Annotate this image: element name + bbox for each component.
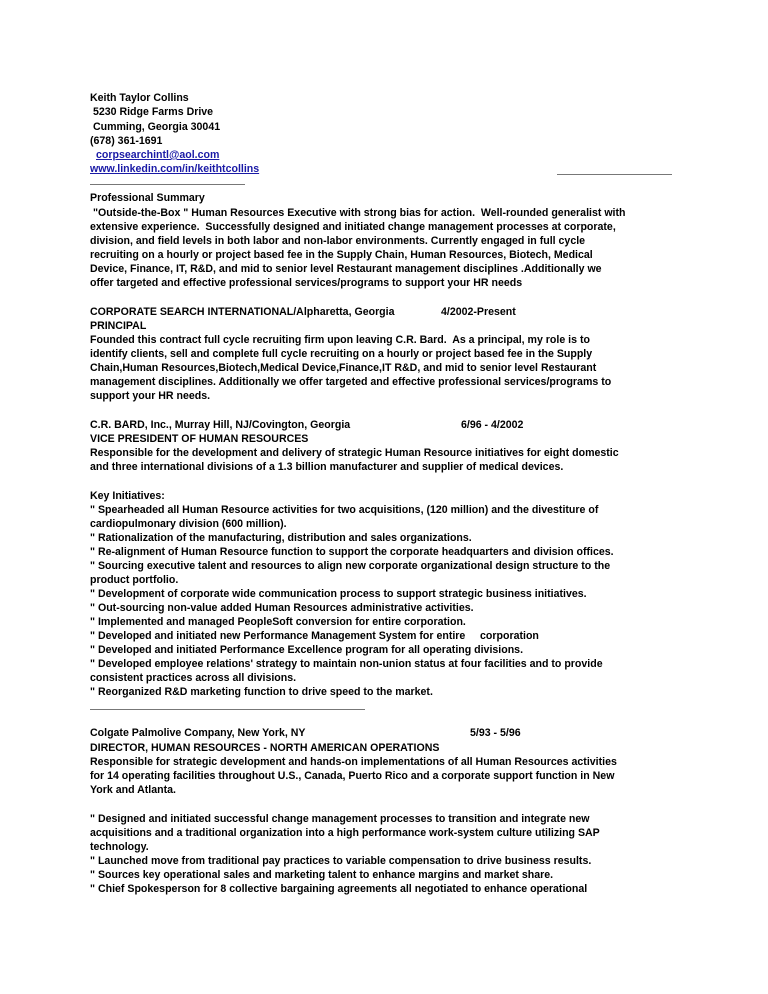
- phone-number: (678) 361-1691: [90, 135, 163, 147]
- summary-line: extensive experience. Successfully designed and initiated change management processes at corporate,: [90, 221, 616, 233]
- job3-bullet: technology.: [90, 841, 149, 853]
- initiative-item: " Re-alignment of Human Resource function to support the corporate headquarters and division offices.: [90, 546, 614, 558]
- address-line-1: 5230 Ridge Farms Drive: [90, 106, 214, 118]
- job2-description: Responsible for the development and delivery of strategic Human Resource initiatives for eight domestic: [90, 447, 619, 459]
- job3-dates: 5/93 - 5/96: [470, 727, 521, 739]
- initiative-item: " Development of corporate wide communication process to support strategic business initiatives.: [90, 588, 587, 600]
- job3-description: Responsible for strategic development and hands-on implementations of all Human Resources activities: [90, 756, 617, 768]
- initiative-item: " Rationalization of the manufacturing, distribution and sales organizations.: [90, 532, 472, 544]
- linkedin-link[interactable]: www.linkedin.com/in/keithtcollins: [90, 163, 260, 175]
- header-divider: [90, 184, 245, 185]
- job2-company: C.R. BARD, Inc., Murray Hill, NJ/Covington, Georgia: [90, 419, 351, 431]
- job2-title: VICE PRESIDENT OF HUMAN RESOURCES: [90, 433, 309, 445]
- job1-description: Chain,Human Resources,Biotech,Medical Device,Finance,IT R&D, and mid to senior level Restaurant: [90, 362, 597, 374]
- summary-heading: Professional Summary: [90, 192, 205, 204]
- job3-bullet: " Designed and initiated successful change management processes to transition and integrate new: [90, 813, 590, 825]
- job3-bullet: " Sources key operational sales and marketing talent to enhance margins and market share.: [90, 869, 554, 881]
- job1-description: management disciplines. Additionally we offer targeted and effective professional services/programs to: [90, 376, 612, 388]
- job3-description: for 14 operating facilities throughout U.S., Canada, Puerto Rico and a corporate support function in New: [90, 770, 615, 782]
- summary-line: Device, Finance, IT, R&D, and mid to senior level Restaurant management disciplines .Additionally we: [90, 263, 602, 275]
- job3-bullet: acquisitions and a traditional organization into a high performance work-system culture utilizing SAP: [90, 827, 600, 839]
- initiative-item: product portfolio.: [90, 574, 179, 586]
- job2-description: and three international divisions of a 1.3 billion manufacturer and supplier of medical devices.: [90, 461, 564, 473]
- job1-title: PRINCIPAL: [90, 320, 147, 332]
- initiative-item: " Out-sourcing non-value added Human Resources administrative activities.: [90, 602, 474, 614]
- summary-line: "Outside-the-Box " Human Resources Executive with strong bias for action. Well-rounded generalist with: [90, 207, 626, 219]
- section-divider: [90, 709, 365, 710]
- job3-bullet: " Chief Spokesperson for 8 collective bargaining agreements all negotiated to enhance operational: [90, 883, 588, 895]
- summary-line: recruiting on a hourly or project based fee in the Supply Chain, Human Resources, Biotech, Medical: [90, 249, 593, 261]
- initiative-item: consistent practices across all divisions.: [90, 672, 297, 684]
- job1-description: support your HR needs.: [90, 390, 211, 402]
- job1-description: Founded this contract full cycle recruiting firm upon leaving C.R. Bard. As a principal, my role is to: [90, 334, 590, 346]
- job1-dates: 4/2002-Present: [441, 306, 516, 318]
- job2-dates: 6/96 - 4/2002: [461, 419, 524, 431]
- initiative-item: " Implemented and managed PeopleSoft conversion for entire corporation.: [90, 616, 466, 628]
- address-line-2: Cumming, Georgia 30041: [90, 121, 221, 133]
- summary-line: offer targeted and effective professional services/programs to support your HR needs: [90, 277, 523, 289]
- initiative-item: " Sourcing executive talent and resources to align new corporate organizational design structure to the: [90, 560, 611, 572]
- initiative-item: " Developed and initiated Performance Excellence program for all operating divisions.: [90, 644, 524, 656]
- key-initiatives-heading: Key Initiatives:: [90, 490, 165, 502]
- job1-description: identify clients, sell and complete full cycle recruiting on a hourly or project based fee in the Supply: [90, 348, 593, 360]
- job3-title: DIRECTOR, HUMAN RESOURCES - NORTH AMERICAN OPERATIONS: [90, 742, 440, 754]
- job3-company: Colgate Palmolive Company, New York, NY: [90, 727, 306, 739]
- job1-company: CORPORATE SEARCH INTERNATIONAL/Alpharetta, Georgia: [90, 306, 395, 318]
- initiative-item: cardiopulmonary division (600 million).: [90, 518, 287, 530]
- candidate-name: Keith Taylor Collins: [90, 92, 189, 104]
- header-right-rule: [557, 174, 672, 175]
- initiative-item: " Spearheaded all Human Resource activities for two acquisitions, (120 million) and the divestiture of: [90, 504, 599, 516]
- job3-bullet: " Launched move from traditional pay practices to variable compensation to drive business results.: [90, 855, 592, 867]
- summary-line: division, and field levels in both labor and non-labor environments. Currently engaged in full cycle: [90, 235, 586, 247]
- initiative-item: " Reorganized R&D marketing function to drive speed to the market.: [90, 686, 433, 698]
- initiative-item: " Developed and initiated new Performance Management System for entire corporation: [90, 630, 539, 642]
- email-link[interactable]: corpsearchintl@aol.com: [96, 149, 220, 161]
- job3-description: York and Atlanta.: [90, 784, 176, 796]
- initiative-item: " Developed employee relations' strategy to maintain non-union status at four facilities and to provide: [90, 658, 603, 670]
